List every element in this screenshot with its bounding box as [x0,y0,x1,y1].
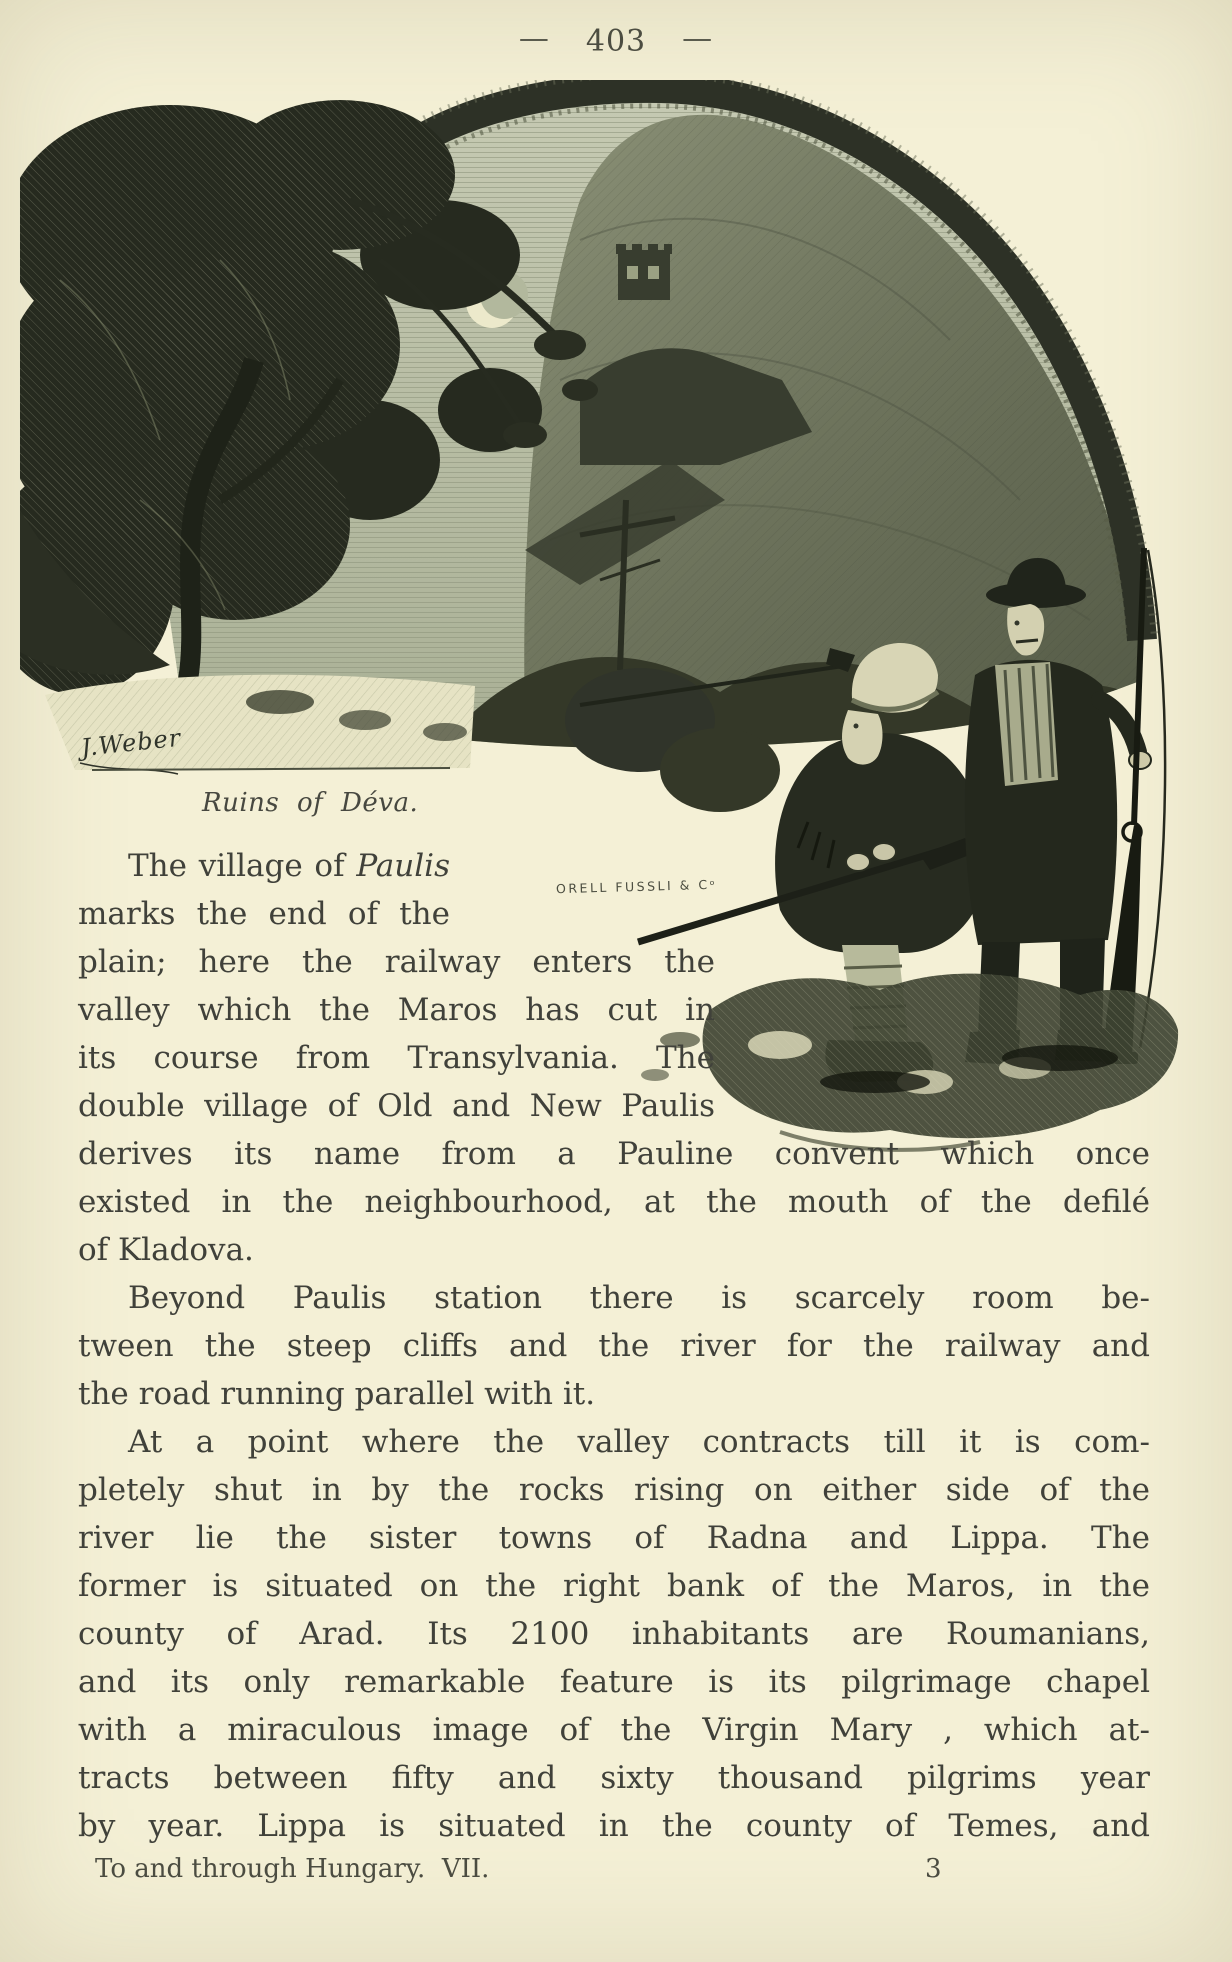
text-line: by year. Lippa is situated in the county of Temes, and [78,1808,1150,1844]
page-number: 403 [585,24,647,59]
text-line: former is situated on the right bank of the Maros, in the [78,1568,1150,1604]
text-line: Beyond Paulis station there is scarcely room be- [128,1280,1150,1316]
text-line: and its only remarkable feature is its pilgrimage chapel [78,1664,1150,1700]
text-line: double village of Old and New Paulis [78,1088,715,1124]
text-line: tracts between fifty and sixty thousand pilgrims year [78,1760,1150,1796]
text-line: county of Arad. Its 2100 inhabitants are Roumanians, [78,1616,1150,1652]
text-line: marks the end of the [78,896,450,932]
text-line [78,842,450,890]
text-line: its course from Transylvania. The [78,1040,715,1076]
page-footer [0,1854,1232,1894]
text-line: existed in the neighbourhood, at the mouth of the defilé [78,1184,1150,1220]
text-line: with a miraculous image of the Virgin Mary , which at- [78,1712,1150,1748]
footer-series-title: To and through Hungary. VII. [95,1854,490,1884]
text-line: river lie the sister towns of Radna and Lippa. The [78,1520,1150,1556]
text-line: tween the steep cliffs and the river for the railway and [78,1328,1150,1364]
engraver-signature: J.Weber [79,723,183,762]
printer-credit: ORELL FUSSLI & Cᵒ [555,876,718,897]
body-text [78,842,1150,1850]
text-line: valley which the Maros has cut in [78,992,715,1028]
text-line: At a point where the valley contracts till it is com- [128,1424,1150,1460]
header-dash-left: — [518,21,550,56]
line1-prefix: The village of [128,848,357,884]
text-line: derives its name from a Pauline convent which once [78,1136,1150,1172]
line1-emphasis: Paulis [356,848,450,884]
illustration-caption: Ruins of Déva. [202,788,419,818]
footer-sheet-number: 3 [925,1854,942,1884]
page-number-header [0,21,1232,59]
text-line: the road running parallel with it. [78,1376,596,1412]
text-line: pletely shut in by the rocks rising on either side of the [78,1472,1150,1508]
header-dash-right: — [682,21,714,56]
text-line: of Kladova. [78,1232,254,1268]
text-line: plain; here the railway enters the [78,944,715,980]
